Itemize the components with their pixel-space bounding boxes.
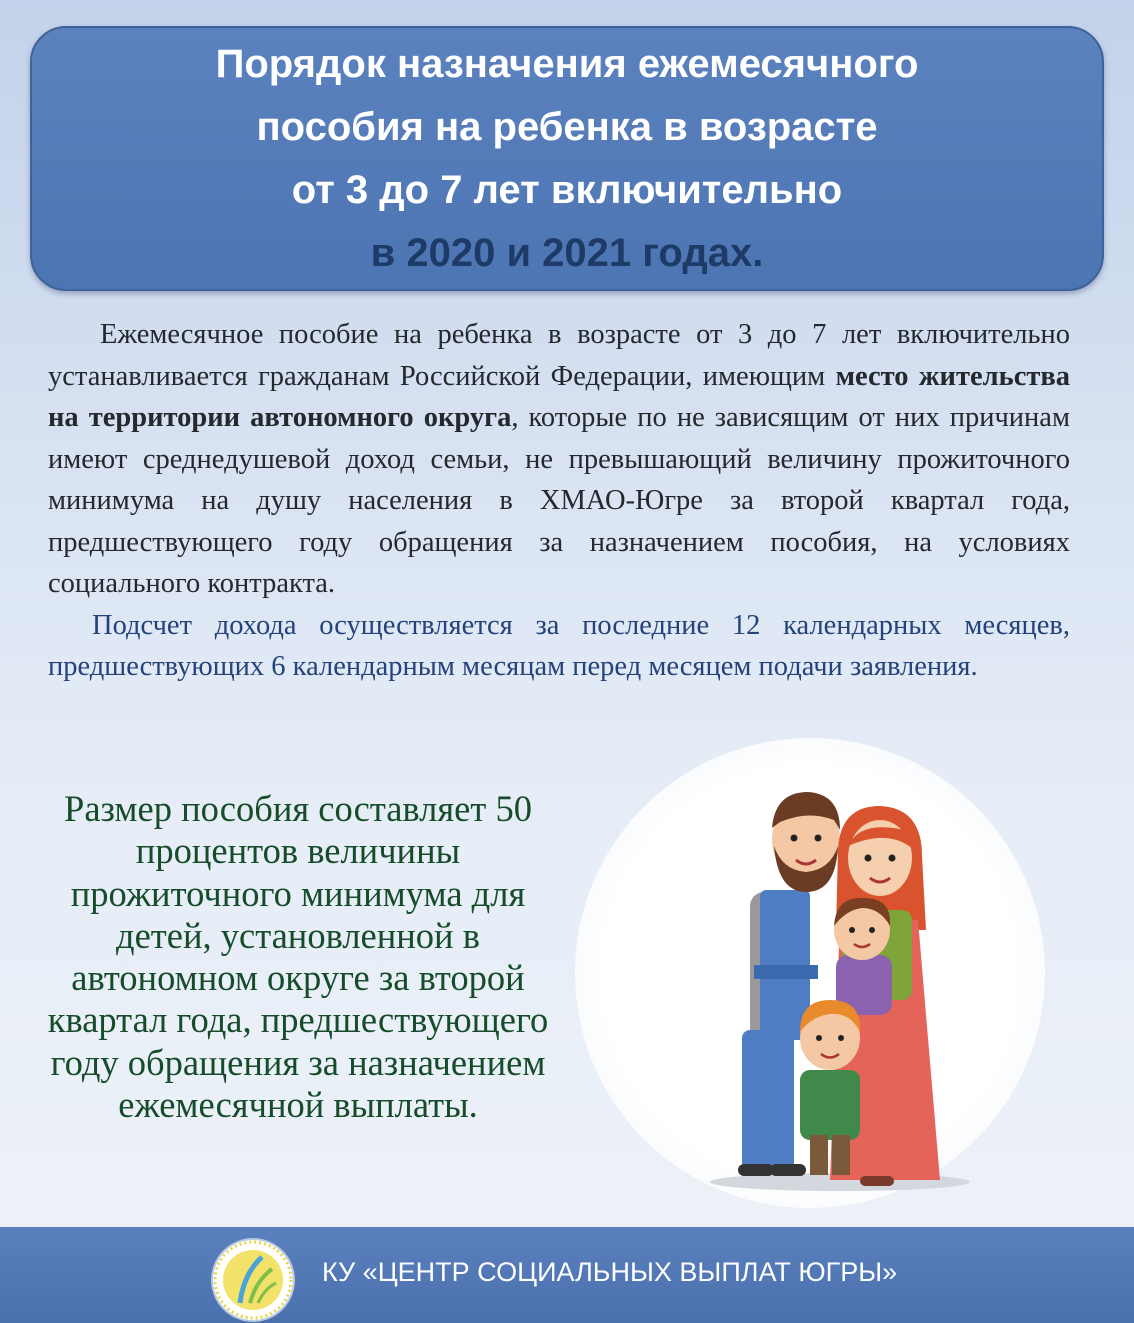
social-payments-center-logo-icon [210,1237,296,1323]
eligibility-bold: место жительства на территории автономного округа [48,360,1070,433]
title-line-1: Порядок назначения ежемесячного [215,41,919,86]
title-banner [30,26,1104,291]
income-paragraph: Подсчет дохода осуществляется за последние 12 календарных месяцев, предшествующих 6 календарным месяцам перед месяцем подачи заявления. [48,609,1070,682]
eligibility-end: , которые по не зависящим от них причинам имеют среднедушевой доход семьи, не превышающий величину прожиточного минимума на душу населения в ХМАО-Югре за второй квартал года, предшествующего году обращения за назначением пособия, на условиях социального контракта. [48,402,1070,599]
title-line-4: в 2020 и 2021 годах. [370,230,764,275]
footer-bar [0,1227,1134,1323]
eligibility-paragraph [48,314,1070,605]
title-line-3: от 3 до 7 лет включительно [291,167,843,212]
organization-name: КУ «ЦЕНТР СОЦИАЛЬНЫХ ВЫПЛАТ ЮГРЫ» [322,1257,898,1287]
benefit-size-text: Размер пособия составляет 50 процентов величины прожиточного минимума для детей, установленной в автономном округе за второй квартал года, предшествующего году обращения за назначением ежемесячной выплаты. [47,788,549,1126]
toddler-figure [834,898,892,1015]
title-line-2: пособия на ребенка в возрасте [256,104,878,149]
description-text [48,314,1070,688]
eligibility-start: Ежемесячное пособие на ребенка в возрасте от 3 до 7 лет включительно устанавливается гражданам Российской Федерации, имеющим [48,319,1070,392]
family-illustration-icon [690,780,990,1200]
